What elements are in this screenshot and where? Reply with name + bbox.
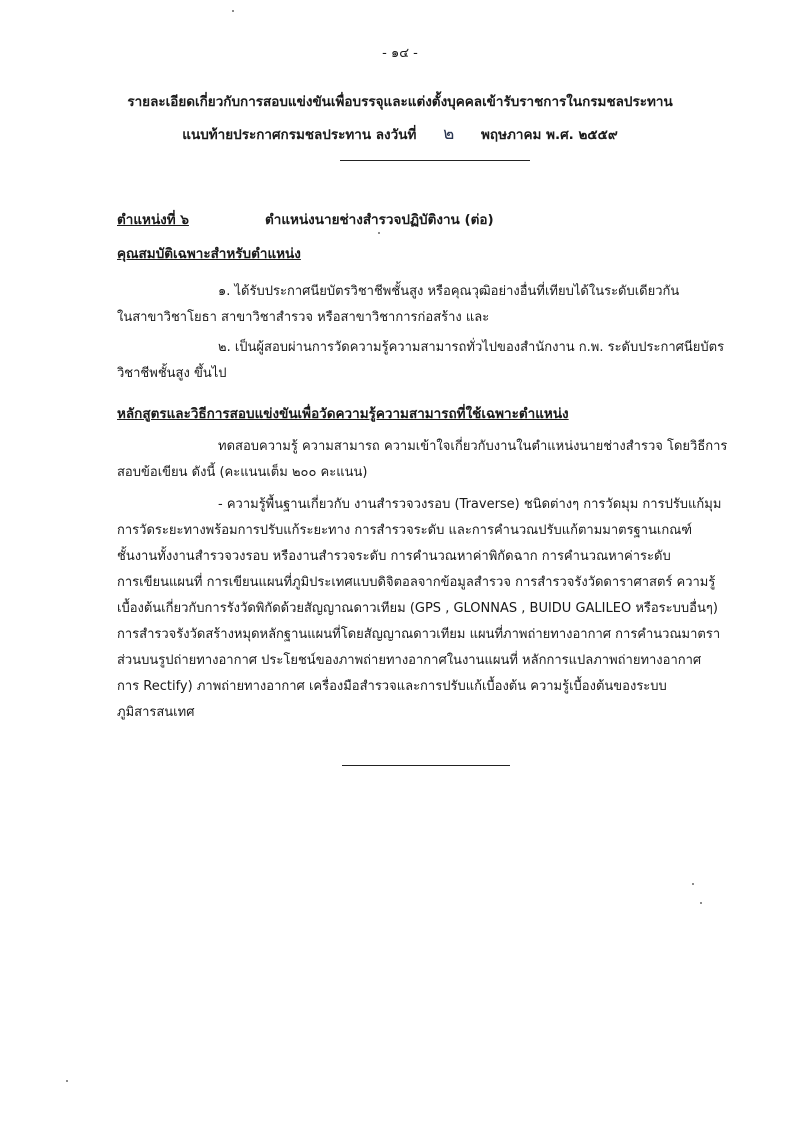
curriculum-content-line: การ Rectify) ภาพถ่ายทางอากาศ เครื่องมือสำรวจและการปรับแก้เบื้องต้น ความรู้เบื้องต้นของระบบ [117, 679, 667, 694]
curriculum-content-line: ส่วนบนรูปถ่ายทางอากาศ ประโยชน์ของภาพถ่ายทางอากาศในงานแผนที่ หลักการแปลภาพถ่ายทางอากาศ [117, 653, 702, 668]
curriculum-intro-line: ทดสอบความรู้ ความสามารถ ความเข้าใจเกี่ยวกับงานในตำแหน่งนายช่างสำรวจ โดยวิธีการ [218, 439, 728, 454]
document-title-line-2 [0, 120, 800, 147]
scan-speck [700, 902, 702, 904]
scan-speck [66, 1080, 68, 1082]
curriculum-content-line: การวัดระยะทางพร้อมการปรับแก้ระยะทาง การสำรวจระดับ และการคำนวณปรับแก้ตามมาตรฐานเกณฑ์ [117, 523, 693, 538]
scan-speck [378, 232, 380, 234]
qualification-line: วิชาชีพชั้นสูง ขึ้นไป [117, 366, 227, 381]
position-label: ตำแหน่งที่ ๖ [117, 212, 189, 228]
qualification-line: ๒. เป็นผู้สอบผ่านการวัดความรู้ความสามารถทั่วไปของสำนักงาน ก.พ. ระดับประกาศนียบัตร [218, 340, 725, 355]
position-title: ตำแหน่งนายช่างสำรวจปฏิบัติงาน (ต่อ) [265, 212, 494, 228]
qualification-line: ในสาขาวิชาโยธา สาขาวิชาสำรวจ หรือสาขาวิชาการก่อสร้าง และ [117, 310, 490, 325]
title-divider [340, 160, 530, 161]
qualification-line: ๑. ได้รับประกาศนียบัตรวิชาชีพชั้นสูง หรือคุณวุฒิอย่างอื่นที่เทียบได้ในระดับเดียวกัน [218, 284, 680, 299]
curriculum-content-line: การสำรวจรังวัดสร้างหมุดหลักฐานแผนที่โดยสัญญาณดาวเทียม แผนที่ภาพถ่ายทางอากาศ การคำนวณมาตรา [117, 627, 721, 642]
curriculum-content-line: การเขียนแผนที่ การเขียนแผนที่ภูมิประเทศแบบดิจิตอลจากข้อมูลสำรวจ การสำรวจรังวัดดาราศาสตร์ ความรู้ [117, 575, 716, 590]
curriculum-content-line: - ความรู้พื้นฐานเกี่ยวกับ งานสำรวจวงรอบ (Traverse) ชนิดต่างๆ การวัดมุม การปรับแก้มุม [218, 497, 722, 512]
announcement-date-prefix: แนบท้ายประกาศกรมชลประทาน ลงวันที่ [182, 127, 417, 143]
page-number: - ๑๔ - [382, 46, 418, 61]
qualifications-heading: คุณสมบัติเฉพาะสำหรับตำแหน่ง [117, 246, 301, 262]
announcement-day: ๒ [443, 124, 455, 144]
curriculum-intro-line: สอบข้อเขียน ดังนี้ (คะแนนเต็ม ๒๐๐ คะแนน) [117, 465, 368, 480]
curriculum-content-line: ภูมิสารสนเทศ [117, 705, 195, 720]
scan-speck [692, 883, 694, 885]
scan-speck [232, 10, 234, 12]
curriculum-content-line: เบื้องต้นเกี่ยวกับการรังวัดพิกัดด้วยสัญญาณดาวเทียม (GPS , GLONNAS , BUIDU GALILEO หรือระบบอื่นๆ) [117, 601, 718, 616]
end-divider [342, 765, 510, 766]
announcement-month-year: พฤษภาคม พ.ศ. ๒๕๕๙ [481, 127, 618, 143]
document-title-line-1: รายละเอียดเกี่ยวกับการสอบแข่งขันเพื่อบรรจุและแต่งตั้งบุคคลเข้ารับราชการในกรมชลประทาน [127, 94, 673, 110]
curriculum-heading: หลักสูตรและวิธีการสอบแข่งขันเพื่อวัดความรู้ความสามารถที่ใช้เฉพาะตำแหน่ง [117, 406, 569, 422]
curriculum-content-line: ชั้นงานทั้งงานสำรวจวงรอบ หรืองานสำรวจระดับ การคำนวณหาค่าพิกัดฉาก การคำนวณหาค่าระดับ [117, 549, 671, 564]
